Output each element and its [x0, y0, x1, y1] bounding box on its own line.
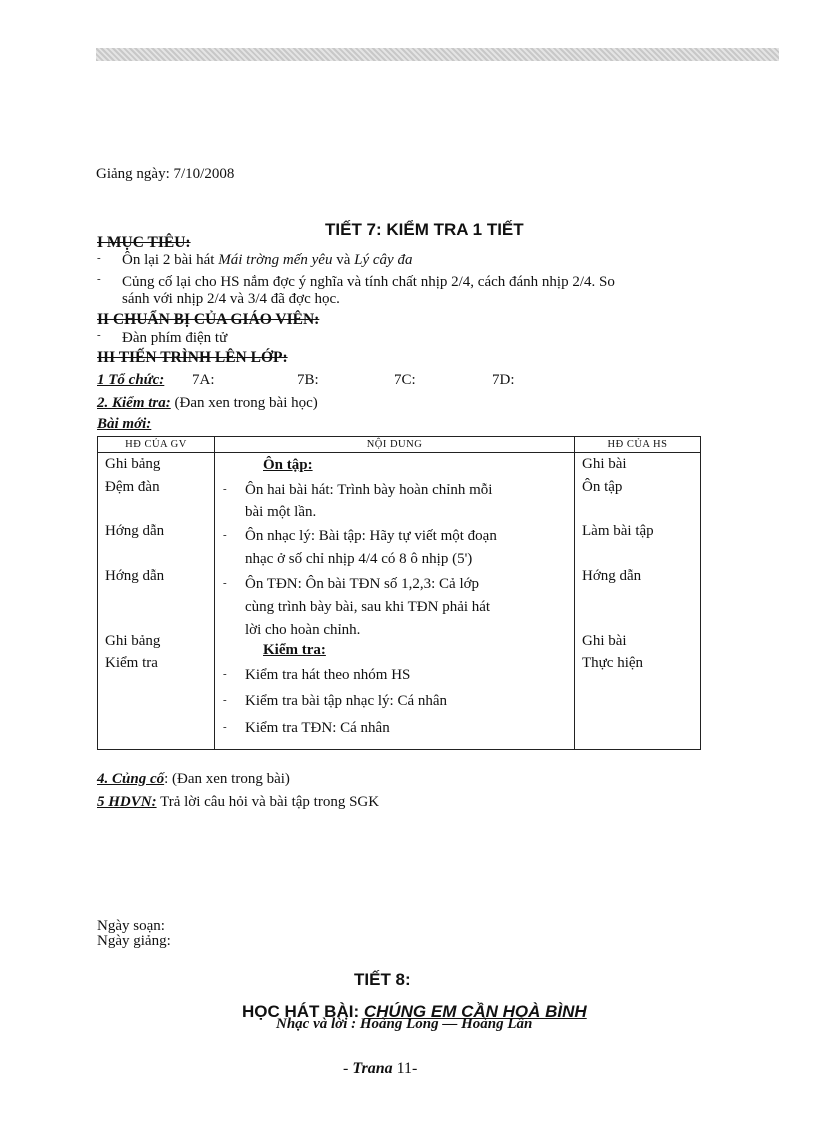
song-title: Mái trờng mến yêu [218, 252, 333, 268]
consolidate-text: : (Đan xen trong bài) [164, 771, 290, 787]
bullet-dash: - [223, 529, 227, 541]
test-item-1: Kiểm tra hát theo nhóm HS [245, 667, 411, 683]
review-item-3: Ôn TĐN: Ôn bài TĐN số 1,2,3: Cả lớp [245, 576, 480, 592]
class-7b: 7B: [297, 372, 319, 388]
class-7c: 7C: [394, 372, 416, 388]
review-item-2-cont: nhạc ở số chỉ nhịp 4/4 có 8 ô nhịp (5') [245, 551, 473, 567]
subtitle-prefix: HỌC HÁT BÀI: [242, 1002, 364, 1021]
check-label: 2. Kiểm tra: [97, 395, 171, 411]
bullet-dash: - [223, 694, 227, 706]
new-lesson-label: Bài mới: [97, 416, 152, 432]
footer-prefix: - [343, 1060, 353, 1077]
bullet-dash: - [223, 721, 227, 733]
page-footer [343, 1060, 417, 1078]
objectives-heading: I MỤC TIÊU: [97, 234, 191, 251]
student-activity: Thực hiện [582, 655, 644, 671]
review-item-3-cont: cùng trình bày bài, sau khi TĐN phải hát [245, 599, 491, 615]
organization-label: 1 Tổ chức: [97, 372, 165, 388]
homework-text: Trả lời câu hỏi và bài tập trong SGK [156, 794, 380, 810]
footer-trana: Trana [352, 1060, 393, 1077]
review-item-3-cont: lời cho hoàn chỉnh. [245, 622, 361, 638]
header-band [96, 48, 779, 61]
objective-1 [122, 252, 412, 269]
consolidate-row [97, 771, 290, 788]
preparation-item: Đàn phím điện tử [122, 330, 228, 346]
song-title: Lý cây đa [354, 252, 413, 268]
class-7d: 7D: [492, 372, 515, 388]
teacher-activity: Hớng dẫn [105, 523, 165, 539]
content-column [215, 453, 575, 750]
check-row [97, 395, 318, 412]
page-number: 11- [392, 1060, 418, 1077]
header-content: NỘI DUNG [215, 437, 575, 453]
check-text: (Đan xen trong bài học) [170, 395, 318, 411]
objective-2-line2: sánh với nhịp 2/4 và 3/4 đã đợc học. [122, 291, 340, 307]
teacher-activity: Đệm đàn [105, 479, 160, 495]
objective-1-text: Ôn lại 2 bài hát [122, 252, 219, 268]
bullet-dash: - [223, 483, 227, 495]
review-title: Ôn tập: [263, 457, 313, 473]
process-heading: III TIẾN TRÌNH LÊN LỚP: [97, 349, 288, 366]
student-activity: Ghi bài [582, 633, 627, 649]
student-activity: Hớng dẫn [582, 568, 642, 584]
teacher-activity: Ghi bảng [105, 633, 161, 649]
review-item-1: Ôn hai bài hát: Trình bày hoàn chỉnh mỗi [245, 482, 493, 498]
review-item-1-cont: bài một lần. [245, 504, 317, 520]
consolidate-label: 4. Củng cố [97, 771, 165, 787]
teacher-column [98, 453, 215, 750]
test-item-2: Kiểm tra bài tập nhạc lý: Cá nhân [245, 693, 448, 709]
review-item-2: Ôn nhạc lý: Bài tập: Hãy tự viết một đoạn [245, 528, 497, 544]
header-student: HĐ CỦA HS [575, 437, 701, 453]
bullet-dash: - [97, 252, 101, 264]
prep-date: Ngày soạn: [97, 918, 165, 934]
homework-label: 5 HDVN: [97, 794, 157, 810]
teacher-activity: Kiểm tra [105, 655, 158, 671]
lesson7-title: TIẾT 7: KIỂM TRA 1 TIẾT [325, 220, 524, 239]
bullet-dash: - [223, 577, 227, 589]
student-activity: Ôn tập [582, 479, 623, 495]
conjunction: và [332, 252, 355, 268]
bullet-dash: - [97, 329, 101, 341]
teaching-date: Giảng ngày: 7/10/2008 [96, 166, 235, 182]
student-activity: Ghi bài [582, 456, 627, 472]
bullet-dash: - [223, 668, 227, 680]
objective-2-line1: Củng cố lại cho HS nắm đợc ý nghĩa và tính chất nhịp 2/4, cách đánh nhịp 2/4. So [122, 274, 615, 290]
lesson-table [97, 436, 701, 750]
student-column [575, 453, 701, 750]
student-activity: Làm bài tập [582, 523, 654, 539]
test-item-3: Kiểm tra TĐN: Cá nhân [245, 720, 390, 736]
teacher-activity: Ghi bảng [105, 456, 161, 472]
class-7a: 7A: [192, 372, 215, 388]
header-teacher: HĐ CỦA GV [98, 437, 215, 453]
preparation-heading: II CHUẨN BỊ CỦA GIÁO VIÊN: [97, 311, 320, 328]
organization-row [97, 372, 164, 389]
homework-row [97, 794, 379, 811]
bullet-dash: - [97, 273, 101, 285]
lesson8-teach-date: Ngày giảng: [97, 933, 171, 949]
lesson8-title: TIẾT 8: [354, 970, 411, 989]
lesson8-author: Nhạc và lời : Hoàng Long — Hoàng Lân [276, 1016, 533, 1032]
song-title: CHÚNG EM CẦN HOÀ BÌNH [363, 1002, 587, 1021]
teacher-activity: Hớng dẫn [105, 568, 165, 584]
test-title: Kiểm tra: [263, 642, 326, 658]
